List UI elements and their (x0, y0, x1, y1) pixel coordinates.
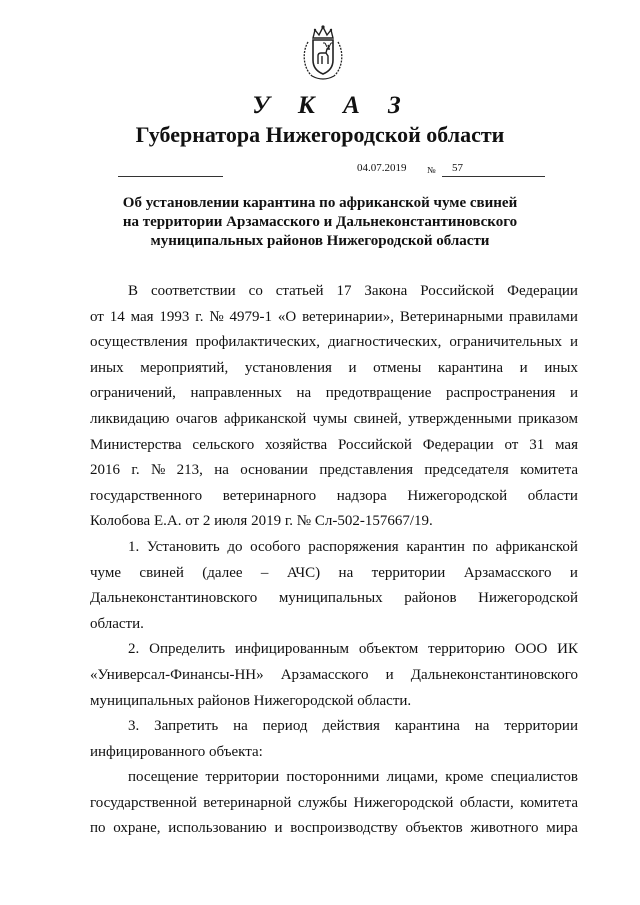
word: от (90, 308, 104, 325)
word: ликвидацию (90, 410, 170, 427)
word: карантина (437, 359, 504, 376)
document-type: У К А З (252, 92, 412, 119)
word: 1. (128, 538, 140, 555)
word: № (150, 462, 166, 479)
body-line (90, 818, 578, 844)
body-line: муниципальных районов Нижегородской области. (90, 692, 412, 709)
word: и (385, 666, 394, 683)
word: Установить (146, 538, 220, 555)
body-line (90, 639, 578, 665)
word: период (262, 718, 308, 735)
word: диагностических, (327, 334, 442, 351)
word: Арзамасского (463, 564, 552, 581)
word: области, (459, 794, 514, 811)
word: объектом (358, 641, 419, 658)
word: карантин (406, 538, 465, 555)
word: 14 (109, 308, 125, 325)
word: районов (404, 590, 457, 607)
word: чумы (312, 410, 348, 427)
word: предотвращение (325, 385, 432, 402)
word: территории (371, 564, 446, 581)
word: и (569, 334, 578, 351)
word: г. (131, 462, 140, 479)
word: животного (470, 820, 539, 837)
word: и (569, 564, 578, 581)
word: председателя (424, 462, 509, 479)
word: г. (195, 308, 204, 325)
word: Российской (337, 436, 412, 453)
word: территорию (428, 641, 505, 658)
word: Дальнеконстантиновского (410, 666, 578, 683)
word: «Универсал-Финансы-НН» (90, 666, 264, 683)
word: направленных (190, 385, 282, 402)
word: очагов (175, 410, 218, 427)
word: территории (504, 718, 578, 735)
word: утвержденными (408, 410, 512, 427)
word: ограничений, (90, 385, 176, 402)
word: по (472, 538, 488, 555)
word: кроме (445, 769, 484, 786)
word: на (296, 385, 312, 402)
word: правилами (508, 308, 578, 325)
word: инфицированным (235, 641, 350, 658)
word: карантина (394, 718, 460, 735)
word: посторонними (286, 769, 380, 786)
word: государственной (90, 794, 197, 811)
word: 3. (128, 718, 140, 735)
word: распоряжения (308, 538, 399, 555)
body-line (90, 409, 578, 435)
word: государственного (90, 487, 203, 504)
word: на (233, 718, 248, 735)
word: надзора (336, 487, 387, 504)
word: Определить (149, 641, 226, 658)
word: и (274, 820, 283, 837)
word: воспроизводству (290, 820, 398, 837)
body-line (90, 307, 578, 333)
issuer-title: Губернатора Нижегородской области (135, 122, 505, 147)
word: 213, (176, 462, 203, 479)
word: Нижегородской (353, 794, 454, 811)
word: – (260, 564, 269, 581)
body-line (90, 793, 578, 819)
word: «О (277, 308, 297, 325)
word: хозяйства (265, 436, 328, 453)
word: статьей (275, 283, 324, 299)
word: муниципальных (278, 590, 383, 607)
number-label: № (427, 165, 436, 175)
body-line (90, 537, 578, 563)
word: основании (240, 462, 308, 479)
word: ООО (514, 641, 548, 658)
word: африканской (495, 538, 578, 555)
word: и (348, 359, 357, 376)
word: Арзамасского (280, 666, 369, 683)
word: от (504, 436, 519, 453)
word: действия (322, 718, 380, 735)
word: африканской (223, 410, 307, 427)
body-line: инфицированного объекта: (90, 743, 263, 760)
body-line (90, 358, 578, 384)
word: ветеринарии», (302, 308, 394, 325)
document-number: 57 (452, 162, 463, 174)
body-line (90, 486, 578, 512)
word: комитета (520, 794, 578, 811)
word: мая (130, 308, 154, 325)
word: 2016 (90, 462, 120, 479)
body-line (90, 665, 578, 691)
underline-left (118, 176, 223, 177)
word: Министерства (90, 436, 182, 453)
word: специалистов (490, 769, 578, 786)
word: до (227, 538, 243, 555)
body-line (90, 563, 578, 589)
word: на (474, 718, 490, 735)
document-subject (90, 194, 550, 251)
word: 31 (529, 436, 545, 453)
body-line: Колобова Е.А. от 2 июля 2019 г. № Сл-502-157667/19. (90, 513, 433, 530)
word: территории (205, 769, 280, 786)
subject-line: муниципальных районов Нижегородской области (150, 233, 490, 249)
word: АЧС) (286, 564, 321, 581)
word: профилактических, (195, 334, 320, 351)
word: представления (319, 462, 413, 479)
word: охране, (113, 820, 161, 837)
word: Ветеринарными (399, 308, 504, 325)
word: Нижегородской (407, 487, 508, 504)
word: Закона (364, 283, 408, 299)
date-number-row (0, 162, 640, 182)
word: по (90, 820, 106, 837)
word: использованию (168, 820, 267, 837)
word: свиней, (353, 410, 402, 427)
word: ветеринарного (222, 487, 317, 504)
word: Нижегородской (478, 590, 578, 607)
word: комитета (520, 462, 578, 479)
body-line (90, 716, 578, 742)
word: свиней (139, 564, 184, 581)
subject-line: на территории Арзамасского и Дальнеконстантиновского (122, 214, 518, 230)
word: установления (244, 359, 332, 376)
word: области (527, 487, 578, 504)
word: Федерации (422, 436, 494, 453)
word: лицами, (386, 769, 439, 786)
word: 4979-1 (229, 308, 272, 325)
word: № (209, 308, 224, 325)
body-line (90, 332, 578, 358)
word: объектов (405, 820, 463, 837)
underline-right (442, 176, 545, 177)
word: Дальнеконстантиновского (90, 590, 258, 607)
word: особого (250, 538, 301, 555)
word: и (519, 359, 528, 376)
coat-of-arms-icon (300, 24, 346, 82)
subject-line: Об установлении карантина по африканской чуме свиней (122, 195, 518, 211)
word: со (248, 283, 263, 299)
body-line (90, 383, 578, 409)
word: 1993 (159, 308, 190, 325)
word: мероприятий, (140, 359, 229, 376)
word: сельского (192, 436, 255, 453)
word: (далее (202, 564, 243, 581)
word: иных (544, 359, 578, 376)
body-line (90, 767, 578, 793)
word: Российской (420, 283, 495, 299)
word: чуме (90, 564, 121, 581)
word: на (214, 462, 229, 479)
body-line: области. (90, 615, 144, 632)
word: мая (555, 436, 578, 453)
word: соответствии (150, 283, 236, 299)
body-line (90, 281, 578, 307)
word: ограничительных (449, 334, 562, 351)
body-line (90, 435, 578, 461)
document-date: 04.07.2019 (357, 162, 407, 174)
word: ветеринарной (203, 794, 292, 811)
word: распространения (445, 385, 556, 402)
body-line (90, 460, 578, 486)
word: посещение (128, 769, 199, 786)
word: осуществления (90, 334, 188, 351)
word: на (338, 564, 354, 581)
word: 17 (336, 283, 352, 299)
word: ИК (557, 641, 578, 658)
word: иных (90, 359, 124, 376)
word: 2. (128, 641, 140, 658)
word: службы (297, 794, 348, 811)
word: мира (546, 820, 578, 837)
word: и (569, 385, 578, 402)
body-line (90, 588, 578, 614)
word: Запретить (154, 718, 219, 735)
word: отмены (373, 359, 422, 376)
word: приказом (518, 410, 578, 427)
document-body (90, 281, 578, 844)
word: Федерации (507, 283, 578, 299)
word: В (128, 283, 139, 299)
